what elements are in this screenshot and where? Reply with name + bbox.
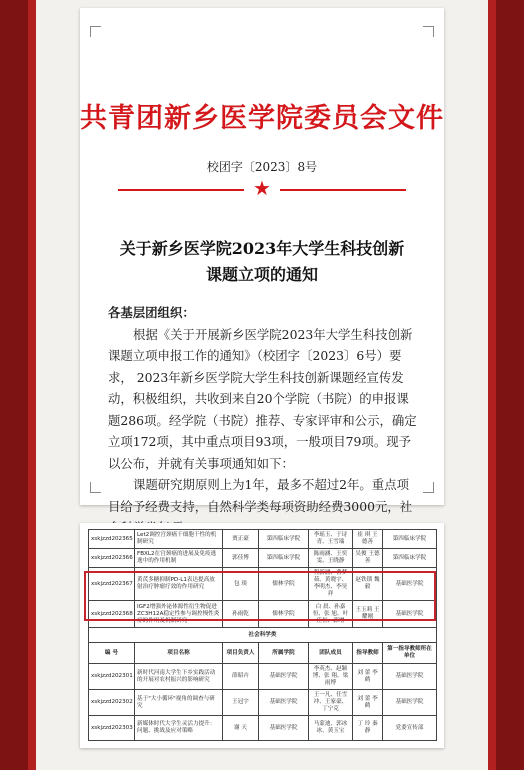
column-header: 编 号 bbox=[89, 643, 135, 664]
cell-leader: 孙雨乾 bbox=[223, 601, 259, 628]
cell-leader: 包 琰 bbox=[223, 568, 259, 601]
title-line-1: 关于新乡医学院2023年大学生科技创新 bbox=[119, 239, 405, 258]
cell-college: 基础医学院 bbox=[259, 716, 309, 741]
document-page-2 bbox=[80, 523, 444, 748]
cell-title: FBXL2在宫颈癌的进展及免疫逃逸中的作用机制 bbox=[135, 549, 223, 568]
cell-advisor: 丁 玲 秦 静 bbox=[353, 716, 383, 741]
cell-college: 儒林学院 bbox=[259, 601, 309, 628]
table-row bbox=[89, 690, 437, 716]
red-rule-right bbox=[280, 189, 406, 191]
cell-unit: 第四临床学院 bbox=[383, 549, 437, 568]
paragraph-1: 根据《关于开展新乡医学院2023年大学生科技创新课题立项申报工作的通知》（校团字〔2023〕6号）要求， 2023年新乡医学院大学生科技创新课题经宣传发动，积极组织，共收到来自20个学院（书院）的申报课题286项。经学院（书院）推荐、专家评审和公示，确定立项172项，其中重点项目93项，一般项目79项。现予以公布，并就有关事项通知如下： bbox=[108, 326, 417, 471]
table-header-row bbox=[89, 643, 437, 664]
cell-unit: 第四临床学院 bbox=[383, 530, 437, 549]
document-page-1 bbox=[80, 8, 444, 514]
cell-college: 第四临床学院 bbox=[259, 549, 309, 568]
paragraph-2: 课题研究期原则上为1年，最多不超过2年。重点项目给予经费支持，自然科学类每项资助经费3000元，社 bbox=[108, 477, 413, 514]
table-row bbox=[89, 530, 437, 549]
cell-college: 第四临床学院 bbox=[259, 530, 309, 549]
column-header: 团队成员 bbox=[309, 643, 353, 664]
column-header: 项目负责人 bbox=[223, 643, 259, 664]
document-header: 共青团新乡医学院委员会文件 bbox=[80, 103, 444, 134]
document-number: 校团字〔2023〕8号 bbox=[206, 160, 318, 174]
salutation: 各基层团组织： bbox=[108, 305, 195, 320]
cell-id: xskjzzd202366 bbox=[89, 549, 135, 568]
cell-members: 王一凡、任雪冲、王家豪、丁宁克 bbox=[309, 690, 353, 716]
cell-advisor: 吴俊 王德善 bbox=[353, 549, 383, 568]
section-label: 社会科学类 bbox=[89, 628, 437, 643]
cell-title: IGF2增强外泌体源性衍生物促进ZC3H12A稳定性参与调控慢性炎症的作用及机制研究 bbox=[135, 601, 223, 628]
cell-unit: 基础医学院 bbox=[383, 690, 437, 716]
cell-unit: 基础医学院 bbox=[383, 568, 437, 601]
cell-members: 程新涵、曹梦茹、黄晓宇、李明杰、李昊祥 bbox=[309, 568, 353, 601]
cell-id: xskjzzd202368 bbox=[89, 601, 135, 628]
cell-unit: 基础医学院 bbox=[383, 664, 437, 690]
column-header: 第一指导教师所在单位 bbox=[383, 643, 437, 664]
cell-title: 黄芪多糖抑制PD-L1表达提高放射治疗肿瘤疗效的作用研究 bbox=[135, 568, 223, 601]
cell-title: 基于"大小循环"视角的调查与研究 bbox=[135, 690, 223, 716]
project-table bbox=[88, 529, 437, 741]
red-rule-left bbox=[118, 189, 244, 191]
cell-members: 陈雨涵、王奕雯、王晓静 bbox=[309, 549, 353, 568]
cell-advisor: 崔 琪 王德善 bbox=[353, 530, 383, 549]
cell-college: 儒林学院 bbox=[259, 568, 309, 601]
column-header: 所属学院 bbox=[259, 643, 309, 664]
crop-mark bbox=[423, 26, 434, 37]
cell-members: 马蒙迪、郭冰冰、黄玉宝 bbox=[309, 716, 353, 741]
cell-unit: 党委宣传部 bbox=[383, 716, 437, 741]
cell-leader: 郭佳博 bbox=[223, 549, 259, 568]
crop-mark bbox=[90, 26, 101, 37]
cell-advisor: 刘 蕾 李 鹤 bbox=[353, 664, 383, 690]
cell-leader: 薛昭卉 bbox=[223, 664, 259, 690]
title-line-2: 课题立项的通知 bbox=[205, 265, 318, 284]
cell-id: xskjzzd202367 bbox=[89, 568, 135, 601]
column-header: 指导教师 bbox=[353, 643, 383, 664]
crop-mark bbox=[90, 482, 101, 493]
table-section-row bbox=[89, 628, 437, 643]
cell-title: 新时代河南大学生下乡实践活动的开展对农村振兴的影响研究 bbox=[135, 664, 223, 690]
cell-unit: 基础医学院 bbox=[383, 601, 437, 628]
frame-edge-left bbox=[28, 0, 36, 770]
cell-members: 李瑶玉、于诗青、王雪瑞 bbox=[309, 530, 353, 549]
table-row bbox=[89, 549, 437, 568]
cell-advisor: 王玉莉 王耀刚 bbox=[353, 601, 383, 628]
cell-id: xskjzzd202301 bbox=[89, 664, 135, 690]
cell-college: 基础医学院 bbox=[259, 664, 309, 690]
document-title bbox=[80, 236, 444, 288]
cell-id: xskjzzd202365 bbox=[89, 530, 135, 549]
cell-title: Let2调控宫颈癌干细胞干性的机制研究 bbox=[135, 530, 223, 549]
column-header: 项目名称 bbox=[135, 643, 223, 664]
cell-members: 李英杰、赵颖博、张 翔、梁雨博 bbox=[309, 664, 353, 690]
document-body bbox=[108, 302, 420, 539]
crop-mark bbox=[423, 482, 434, 493]
cell-id: xskjzzd202303 bbox=[89, 716, 135, 741]
star-icon: ★ bbox=[253, 176, 271, 200]
table-row bbox=[89, 716, 437, 741]
table-row bbox=[89, 664, 437, 690]
cell-members: 白 晨、孙嘉恒、张 旭、叶佳恒、郭增 bbox=[309, 601, 353, 628]
cell-leader: 王冠宇 bbox=[223, 690, 259, 716]
highlight-box bbox=[84, 571, 436, 621]
cell-id: xskjzzd202302 bbox=[89, 690, 135, 716]
cell-title: 新媒体时代大学生灵活力提升：问题、挑战及应对策略 bbox=[135, 716, 223, 741]
cell-advisor: 刘 蕾 李 鹤 bbox=[353, 690, 383, 716]
cell-leader: 谢 天 bbox=[223, 716, 259, 741]
cell-leader: 贾正豪 bbox=[223, 530, 259, 549]
frame-edge-right bbox=[488, 0, 496, 770]
cell-advisor: 赵铁锁 魏 毅 bbox=[353, 568, 383, 601]
cell-college: 基础医学院 bbox=[259, 690, 309, 716]
